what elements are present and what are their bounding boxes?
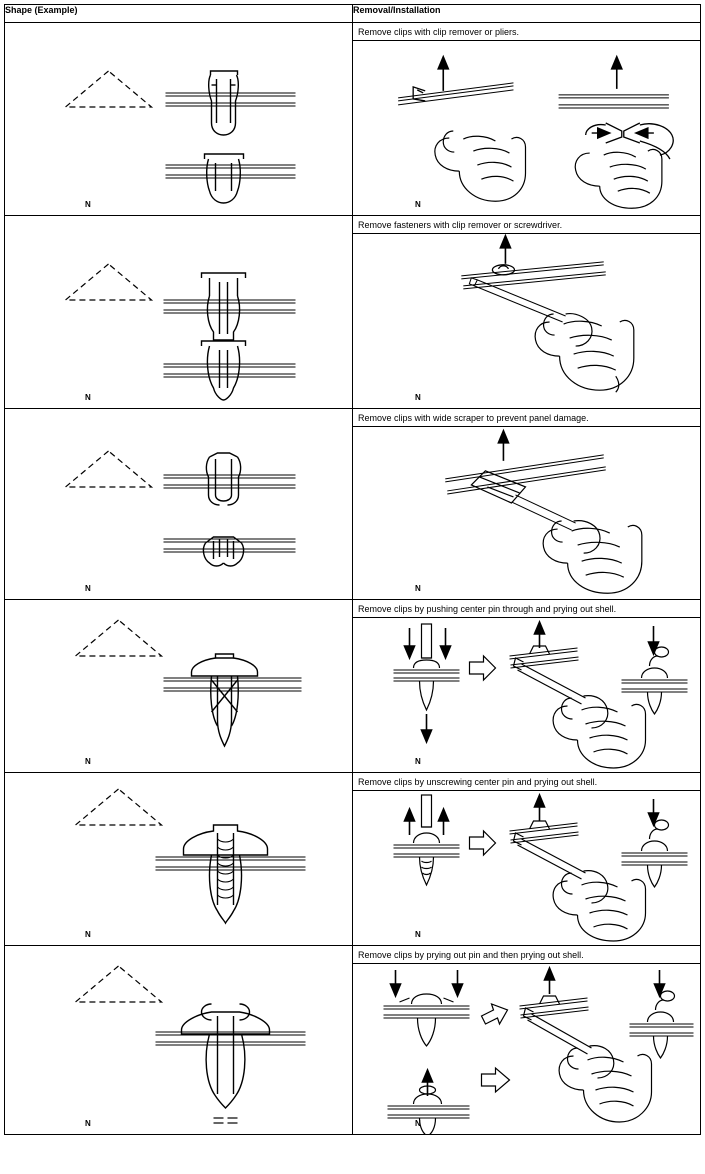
table-row bbox=[5, 409, 701, 600]
clip-shape-illustration-1 bbox=[5, 23, 352, 215]
shape-note-1: N bbox=[85, 200, 92, 209]
clip-shape-illustration-4 bbox=[5, 600, 352, 772]
procedure-note-6: N bbox=[415, 1119, 422, 1128]
shape-note-2: N bbox=[85, 393, 92, 402]
procedure-text-4: Remove clips by pushing center pin through and prying out shell. bbox=[353, 600, 700, 618]
shape-cell-4 bbox=[5, 600, 353, 773]
removal-illustration-5 bbox=[353, 791, 700, 945]
procedure-note-2: N bbox=[415, 393, 422, 402]
removal-illustration-4 bbox=[353, 618, 700, 772]
procedure-cell-5 bbox=[353, 773, 701, 946]
removal-illustration-2 bbox=[353, 234, 700, 408]
procedure-cell-1 bbox=[353, 23, 701, 216]
procedure-text-6: Remove clips by prying out pin and then prying out shell. bbox=[353, 946, 700, 964]
procedure-cell-6 bbox=[353, 946, 701, 1135]
clip-shape-illustration-3 bbox=[5, 409, 352, 599]
header-row bbox=[5, 5, 701, 23]
table-row bbox=[5, 600, 701, 773]
table-header bbox=[5, 5, 701, 23]
shape-cell-1 bbox=[5, 23, 353, 216]
removal-illustration-1 bbox=[353, 41, 700, 215]
shape-cell-2 bbox=[5, 216, 353, 409]
clip-removal-table bbox=[4, 4, 701, 1135]
shape-cell-6 bbox=[5, 946, 353, 1135]
column-header-procedure: Removal/Installation bbox=[353, 5, 701, 23]
shape-note-5: N bbox=[85, 930, 92, 939]
shape-note-4: N bbox=[85, 757, 92, 766]
shape-cell-3 bbox=[5, 409, 353, 600]
procedure-note-1: N bbox=[415, 200, 422, 209]
clip-shape-illustration-2 bbox=[5, 216, 352, 408]
table-row bbox=[5, 773, 701, 946]
column-header-shape: Shape (Example) bbox=[5, 5, 353, 23]
table-row bbox=[5, 216, 701, 409]
table-row bbox=[5, 23, 701, 216]
procedure-note-4: N bbox=[415, 757, 422, 766]
procedure-cell-2 bbox=[353, 216, 701, 409]
clip-shape-illustration-6 bbox=[5, 946, 352, 1134]
procedure-text-5: Remove clips by unscrewing center pin and prying out shell. bbox=[353, 773, 700, 791]
clip-shape-illustration-5 bbox=[5, 773, 352, 945]
procedure-text-2: Remove fasteners with clip remover or screwdriver. bbox=[353, 216, 700, 234]
removal-illustration-3 bbox=[353, 427, 700, 599]
document-page bbox=[0, 4, 705, 1174]
procedure-cell-3 bbox=[353, 409, 701, 600]
shape-note-6: N bbox=[85, 1119, 92, 1128]
table-row bbox=[5, 946, 701, 1135]
procedure-note-5: N bbox=[415, 930, 422, 939]
procedure-text-1: Remove clips with clip remover or pliers. bbox=[353, 23, 700, 41]
removal-illustration-6 bbox=[353, 964, 700, 1134]
procedure-note-3: N bbox=[415, 584, 422, 593]
table-body bbox=[5, 23, 701, 1135]
shape-cell-5 bbox=[5, 773, 353, 946]
procedure-text-3: Remove clips with wide scraper to prevent panel damage. bbox=[353, 409, 700, 427]
procedure-cell-4 bbox=[353, 600, 701, 773]
shape-note-3: N bbox=[85, 584, 92, 593]
